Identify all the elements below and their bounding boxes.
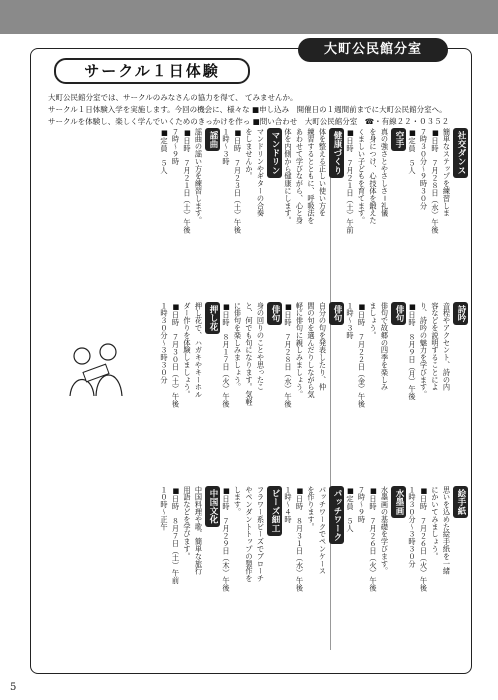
section-line: くましい子どもを育てます。 xyxy=(357,128,367,225)
section-line: １時～３時 xyxy=(222,128,231,165)
section-line: １時～４時 xyxy=(284,486,293,523)
office-banner: 大町公民館分室 xyxy=(298,38,448,62)
circle-section xyxy=(346,486,406,664)
circle-section xyxy=(284,302,344,480)
section-line: 中国料理や歌、簡単な旅行 xyxy=(194,486,204,575)
section-line: ましょう。 xyxy=(369,302,378,339)
section-line: 体を内側から健康にします。 xyxy=(284,128,293,225)
section-title: 絵手紙 xyxy=(453,486,469,518)
section-line: に俳句を楽しみましょう。 xyxy=(233,302,243,391)
section-line: 身の回りのことや思ったこ xyxy=(256,302,266,391)
section-line: ■日時 ７月２１日（土）午前 xyxy=(346,128,355,234)
circle-section xyxy=(284,486,344,664)
circle-section xyxy=(222,302,282,480)
section-line: ■日時 ８月１７日（火）午後 xyxy=(222,302,231,408)
section-line: あわせて学びながら、心と身 xyxy=(295,128,305,225)
circle-section xyxy=(284,128,344,298)
section-line: 用語などを学びます。 xyxy=(183,486,192,560)
section-line: ■日時 ８月３１日（水）午後 xyxy=(295,486,305,592)
circle-section xyxy=(346,128,406,298)
section-line: と、何でも句になります。気軽 xyxy=(245,302,254,406)
section-title: 俳句 xyxy=(329,302,345,325)
section-line: り、詩吟の魅力を学びます。 xyxy=(419,302,429,399)
people-illustration xyxy=(64,340,126,398)
circle-section xyxy=(222,486,282,664)
section-line: フラワー系ビーズでブローチ xyxy=(256,486,266,583)
section-title: 水墨画 xyxy=(391,486,407,518)
section-line: パッチワークでペンケース xyxy=(318,486,328,575)
circle-section xyxy=(160,128,220,298)
section-line: ■日時 ７月２８日（水）午後 xyxy=(431,128,440,234)
circle-section xyxy=(222,128,282,298)
section-title: 押し花 xyxy=(205,302,221,334)
circle-section xyxy=(346,302,406,480)
section-line: 体を整える正しい使い方を xyxy=(318,128,328,217)
section-line: 間の句を選んだりしながら気 xyxy=(307,302,316,399)
circle-section xyxy=(160,486,220,664)
intro-line-3: サークルを体験し、楽しく学んでいくためのきっかけを作っ ■問い合わせ 大町公民館分室 ☎・有線２２・０３５２ xyxy=(48,117,450,126)
section-title: 俳句 xyxy=(391,302,407,325)
circle-section xyxy=(408,486,468,664)
section-line: にかいてみましょう。 xyxy=(431,486,440,560)
circle-section xyxy=(408,128,468,298)
section-line: 水墨画の基礎を学びます。 xyxy=(380,486,390,575)
section-title: 中国文化 xyxy=(205,486,221,527)
section-line: を作ります。 xyxy=(307,486,316,531)
section-line: ■日時 ７月２９日（木）午後 xyxy=(222,486,231,592)
section-line: ■日時 ８月７日（土）午前 xyxy=(171,486,181,584)
section-line: 俳句で故郷の四季を楽しみ xyxy=(380,302,390,391)
circle-section xyxy=(408,302,468,480)
section-line: ダー作りを体験しましょう。 xyxy=(183,302,192,399)
section-title: 詩吟 xyxy=(453,302,469,325)
section-line: 自分の句を発表したり、仲 xyxy=(318,302,328,391)
section-line: します。 xyxy=(233,486,243,516)
section-line: ７時～９時 xyxy=(357,486,367,523)
section-line: 容などを説明することによ xyxy=(431,302,440,391)
section-title: 空手 xyxy=(391,128,407,151)
section-title: 健康づくり xyxy=(329,128,345,178)
top-bar xyxy=(0,0,498,34)
section-line: ■定員 ５人 xyxy=(160,128,169,175)
section-title: 俳句 xyxy=(267,302,283,325)
section-line: 音程やアクセント、詩の内 xyxy=(442,302,452,391)
section-line: １時３０分～３時３０分 xyxy=(160,302,169,384)
section-line: やペンダントトップの製作を xyxy=(245,486,254,583)
section-line: ■日時 ８月９日（月）午後 xyxy=(408,302,417,400)
section-line: ■定員 ５人 xyxy=(346,486,355,533)
section-line: １０時～正午 xyxy=(160,486,169,531)
circle-section xyxy=(160,302,220,480)
intro-line-2: サークル１日体験入学を実施します。今回の機会に、様々な ■申し込み 開催日の１週間前までに大町公民館分室へ。 xyxy=(48,105,447,114)
section-title: ビーズ細工 xyxy=(267,486,283,536)
section-line: ■日時 ７月２８日（水）午後 xyxy=(284,302,293,408)
section-line: 思いを込めた絵手紙を一緒 xyxy=(442,486,452,575)
page-number: 5 xyxy=(10,682,17,693)
section-line: を身につけ、心技体を鍛えた xyxy=(369,128,378,225)
section-line: ■日時 ７月２６日（火）午後 xyxy=(369,486,378,592)
section-line: １時３０分～３時３０分 xyxy=(408,486,417,568)
section-line: 練習するとともに、呼吸法を xyxy=(307,128,316,225)
section-line: ７時３０分～９時３０分 xyxy=(419,128,429,210)
intro-line-1: 大町公民館分室では、サークルのみなさんの協力を得て、 てみませんか。 xyxy=(48,93,298,102)
section-line: マンドリンやギターの合奏 xyxy=(256,128,266,217)
section-line: 謡曲の謡い方を練習します。 xyxy=(194,128,204,225)
section-title: マンドリン xyxy=(267,128,283,178)
section-line: ７時～９時 xyxy=(171,128,181,165)
section-line: ■日時 ７月２１日（土）午後 xyxy=(183,128,192,234)
section-title: 社交ダンス xyxy=(453,128,469,178)
page-title: サークル１日体験 xyxy=(54,58,250,84)
section-line: ■定員 ５人 xyxy=(408,128,417,175)
section-line: 簡単なステップを練習しま xyxy=(442,128,452,217)
section-line: 軽に俳句に親しみましょう。 xyxy=(295,302,305,399)
section-line: 押し花で、ハガキやキーホル xyxy=(194,302,204,399)
section-line: をしませんか。 xyxy=(245,128,254,180)
section-line: 真の強さとやさしさ＝礼儀 xyxy=(380,128,390,217)
section-line: １時～３時 xyxy=(346,302,355,339)
section-title: 謡曲 xyxy=(205,128,221,151)
section-line: ■日時 ７月２６日（火）午後 xyxy=(419,486,429,592)
section-line: ■日時 ７月２３日（土）午後 xyxy=(233,128,243,234)
section-line: ■日時 ７月２２日（金）午後 xyxy=(357,302,367,408)
section-line: ■日時 ７月３０日（土）午後 xyxy=(171,302,181,408)
section-title: パッチワーク xyxy=(329,486,345,544)
